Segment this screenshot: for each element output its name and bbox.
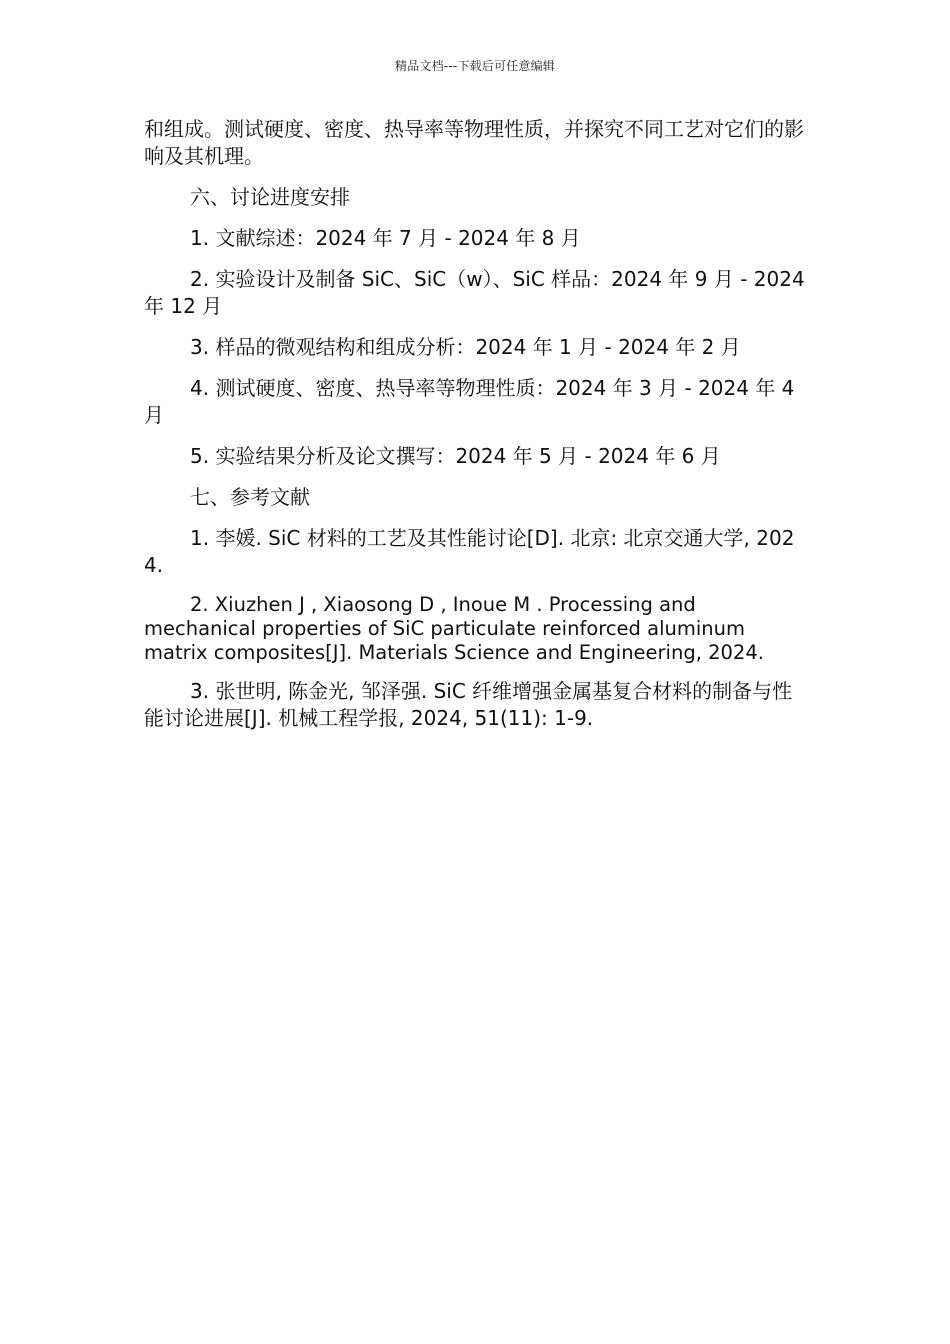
continuation-paragraph: 和组成。测试硬度、密度、热导率等物理性质，并探究不同工艺对它们的影响及其机理。 [144, 117, 804, 168]
schedule-item: 4. 测试硬度、密度、热导率等物理性质：2024 年 3 月 - 2024 年 4 月 [144, 376, 795, 427]
page-header-watermark: 精品文档---下载后可任意编辑 [395, 59, 555, 73]
section-heading-references: 七、参考文献 [190, 485, 310, 509]
reference-item: 2. Xiuzhen J , Xiaosong D , Inoue M . Processing and mechanical properties of SiC particulate reinforced aluminum matrix composites[J]. Materials Science and Engineering, 2024. [144, 593, 764, 664]
schedule-item: 1. 文献综述：2024 年 7 月 - 2024 年 8 月 [190, 226, 581, 250]
reference-item: 1. 李媛. SiC 材料的工艺及其性能讨论[D]. 北京: 北京交通大学, 2024. [144, 526, 795, 577]
document-body [144, 116, 808, 746]
schedule-item: 3. 样品的微观结构和组成分析：2024 年 1 月 - 2024 年 2 月 [190, 335, 741, 359]
section-heading-schedule: 六、讨论进度安排 [190, 185, 350, 209]
schedule-item: 5. 实验结果分析及论文撰写：2024 年 5 月 - 2024 年 6 月 [190, 444, 721, 468]
schedule-item: 2. 实验设计及制备 SiC、SiC（w）、SiC 样品：2024 年 9 月 - 2024 年 12 月 [144, 267, 805, 318]
reference-item: 3. 张世明, 陈金光, 邹泽强. SiC 纤维增强金属基复合材料的制备与性能讨论进展[J]. 机械工程学报, 2024, 51(11): 1-9. [144, 679, 793, 730]
